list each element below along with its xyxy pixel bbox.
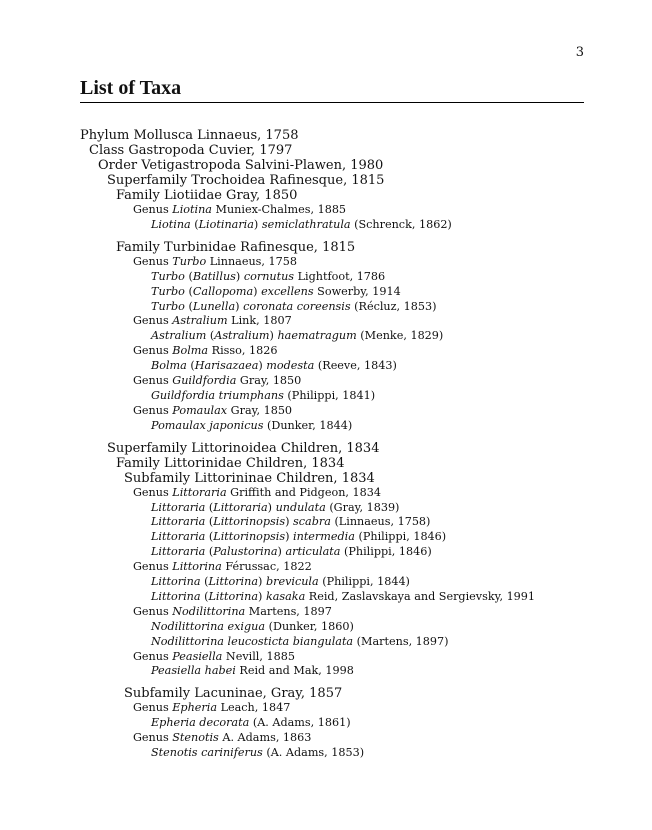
taxon-text: Reid, Zaslavskaya and Sergievsky, 1991 [305,589,536,603]
taxon-text: Férussac, 1822 [221,560,312,574]
taxon-text: ) [277,545,286,559]
taxon-text: (Reeve, 1843) [314,359,397,373]
taxon-text: Family Littorinidae Children, 1834 [116,455,345,471]
species-row [151,530,446,543]
taxon-name-italic: Harisazaea [194,359,259,373]
genus-row [133,605,332,618]
taxon-text: Genus [133,731,173,745]
species-row [151,389,375,402]
taxon-text: Genus [133,403,173,417]
taxon-text: ( [200,575,209,588]
genus-row [133,731,311,744]
taxon-text: Gray, 1850 [236,374,302,387]
taxon-text: Griffith and Pidgeon, 1834 [226,485,381,499]
species-row [151,419,352,432]
species-row [151,285,401,298]
taxon-name-italic: Bolma [151,359,187,373]
taxon-text: Genus [133,344,173,358]
taxon-text: (Philippi, 1846) [340,545,432,559]
taxon-text: Genus [133,254,173,268]
taxon-text: (Menke, 1829) [356,329,444,343]
taxon-name-italic: Turbo [151,299,185,313]
taxon-text: Genus [133,314,173,328]
superfamily-row [107,173,384,188]
taxon-text: (Martens, 1897) [353,634,449,648]
taxon-text: Sowerby, 1914 [313,284,401,298]
page-title: List of Taxa [80,77,584,103]
taxon-text: (Philippi, 1846) [354,530,447,544]
taxon-name-italic: Littoraria [172,485,227,499]
taxon-name-italic: Littoraria [151,500,206,514]
taxon-name-italic: Epheria [172,701,218,715]
taxon-text: (Philippi, 1841) [283,388,376,402]
taxon-text: ) [258,359,267,373]
taxon-text: Superfamily Littorinoidea Children, 1834 [107,440,380,456]
subfamily-row [124,471,375,486]
taxon-name-italic: Littorina [208,589,259,603]
species-row [151,218,452,231]
taxon-text: (Linnaeus, 1758) [330,515,431,529]
taxon-name-italic: Turbo [151,269,185,283]
genus-row [133,701,290,714]
species-row [151,329,443,342]
genus-row [133,255,297,268]
taxon-text: Link, 1807 [227,314,292,328]
taxon-text: ( [184,284,193,298]
taxon-text: Muniex-Chalmes, 1885 [211,203,347,216]
taxon-name-italic: Guildfordia triumphans [151,388,284,402]
taxon-text: Order Vetigastropoda Salvini-Plawen, 1980 [98,158,384,173]
taxon-text: (A. Adams, 1853) [262,746,365,759]
taxon-name-italic: Palustorina [213,545,278,559]
class-row [89,143,292,158]
taxon-text: (A. Adams, 1861) [249,716,351,730]
genus-row [133,203,346,216]
taxon-text: Genus [133,203,173,216]
taxon-text: ( [206,329,215,343]
taxon-name-italic: Littorina [208,575,259,588]
taxon-name-italic: brevicula [265,575,319,588]
genus-row [133,374,301,387]
taxon-name-italic: Batillus [192,269,236,283]
taxon-text: Martens, 1897 [245,604,332,618]
taxon-text: (Récluz, 1853) [350,299,437,313]
taxon-text: ) [285,530,294,544]
taxon-name-italic: Littoraria [151,530,206,544]
taxon-name-italic: Nodilittorina [172,604,246,618]
taxon-text: Nevill, 1885 [222,649,295,663]
taxon-text: Genus [133,649,173,663]
taxon-text: ( [205,500,214,514]
taxon-text: Subfamily Lacuninae, Gray, 1857 [124,686,343,702]
taxon-text: Family Liotiidae Gray, 1850 [116,188,298,203]
taxon-name-italic: modesta [266,359,315,373]
taxon-name-italic: haematragum [277,329,357,343]
taxon-text: ( [184,299,193,313]
taxon-name-italic: Turbo [151,284,185,298]
taxon-name-italic: Guildfordia [172,374,237,387]
taxon-name-italic: Littorinopsis [213,530,286,544]
taxon-name-italic: Epheria decorata [151,716,250,730]
taxon-name-italic: Liotina [172,203,212,216]
taxon-text: ( [200,589,209,603]
genus-row [133,314,292,327]
taxon-name-italic: Astralium [172,314,228,328]
taxon-name-italic: semiclathratula [261,217,351,231]
taxon-text: (Dunker, 1844) [263,418,353,432]
taxon-name-italic: Liotinaria [198,217,254,231]
page-number: 3 [575,45,584,60]
taxon-name-italic: cornutus [243,269,295,283]
taxon-text: Genus [133,374,173,387]
taxon-text: Class Gastropoda Cuvier, 1797 [89,143,293,158]
species-row [151,545,432,558]
taxon-text: Lightfoot, 1786 [294,269,386,283]
taxon-name-italic: Turbo [172,254,207,268]
taxon-name-italic: Littoraria [151,515,206,529]
taxon-name-italic: scabra [293,515,331,529]
taxon-text: (Philippi, 1844) [318,575,410,588]
family-row [116,188,297,203]
taxon-text: Genus [133,560,173,574]
taxon-name-italic: articulata [285,545,341,559]
taxon-text: ( [190,217,199,231]
taxon-name-italic: undulata [275,500,326,514]
taxon-text: ) [253,217,262,231]
taxon-text: (Schrenck, 1862) [350,217,452,231]
taxon-text: Phylum Mollusca Linnaeus, 1758 [80,128,299,143]
genus-row [133,404,292,417]
taxon-text: ( [186,359,195,373]
species-row [151,575,410,588]
taxon-text: Linnaeus, 1758 [206,254,297,268]
taxon-name-italic: Pomaulax [172,403,228,417]
taxon-name-italic: Stenotis cariniferus [151,746,263,759]
species-row [151,270,385,283]
taxon-name-italic: Liotina [151,217,191,231]
order-row [98,158,383,173]
taxon-text: A. Adams, 1863 [218,731,312,745]
taxon-text: Genus [133,485,173,499]
genus-row [133,344,277,357]
phylum-row [80,128,299,143]
species-row [151,664,354,677]
taxon-name-italic: Littorina [172,560,222,574]
taxon-text: (Dunker, 1860) [265,619,354,633]
taxon-text: Genus [133,604,173,618]
family-row [116,456,344,471]
taxon-text: ) [253,284,262,298]
taxon-text: ) [258,589,266,603]
superfamily-row [107,441,379,456]
taxon-text: ) [269,329,278,343]
taxon-name-italic: intermedia [293,530,355,544]
taxon-name-italic: Peasiella [172,649,223,663]
taxon-text: Gray, 1850 [227,403,293,417]
taxon-name-italic: Nodilittorina leucosticta biangulata [151,634,354,648]
taxon-name-italic: Peasiella habei [151,664,236,678]
taxon-text: Subfamily Littorininae Children, 1834 [124,470,375,486]
taxon-name-italic: Pomaulax japonicus [151,418,264,432]
taxon-text: Family Turbinidae Rafinesque, 1815 [116,239,356,255]
taxon-text: Genus [133,701,173,715]
family-row [116,240,355,255]
taxon-text: ( [205,515,214,529]
taxon-text: ) [258,575,266,588]
taxon-text: Risso, 1826 [208,344,278,358]
genus-row [133,560,312,573]
taxon-name-italic: Callopoma [192,284,254,298]
taxon-name-italic: Astralium [214,329,270,343]
taxon-name-italic: Littorinopsis [213,515,286,529]
taxon-name-italic: Littoraria [213,500,268,514]
species-row [151,620,354,633]
species-row [151,300,436,313]
taxon-name-italic: Nodilittorina exigua [151,619,266,633]
species-row [151,501,399,514]
taxon-name-italic: excellens [261,284,314,298]
taxon-name-italic: Stenotis [172,731,219,745]
taxon-text: Leach, 1847 [217,701,291,715]
species-row [151,746,364,759]
taxon-name-italic: Astralium [151,329,207,343]
species-row [151,635,449,648]
taxon-text: ) [267,500,276,514]
genus-row [133,486,381,499]
taxon-text: Reid and Mak, 1998 [235,664,354,678]
taxon-text: ) [235,299,244,313]
taxon-text: ( [205,530,214,544]
taxon-name-italic: kasaka [265,589,306,603]
taxon-name-italic: Littorina [151,589,201,603]
subfamily-row [124,686,342,701]
taxon-name-italic: Bolma [172,344,209,358]
taxon-text: ) [285,515,294,529]
taxon-text: ) [235,269,244,283]
taxon-name-italic: coronata coreensis [243,299,351,313]
taxon-text: (Gray, 1839) [325,500,400,514]
species-row [151,359,397,372]
species-row [151,515,430,528]
genus-row [133,650,295,663]
taxon-name-italic: Lunella [192,299,236,313]
taxon-text: ( [205,545,214,559]
taxon-name-italic: Littorina [151,575,201,588]
species-row [151,590,535,603]
taxon-text: Superfamily Trochoidea Rafinesque, 1815 [107,173,385,188]
taxon-text: ( [184,269,193,283]
taxon-name-italic: Littoraria [151,545,206,559]
species-row [151,716,351,729]
